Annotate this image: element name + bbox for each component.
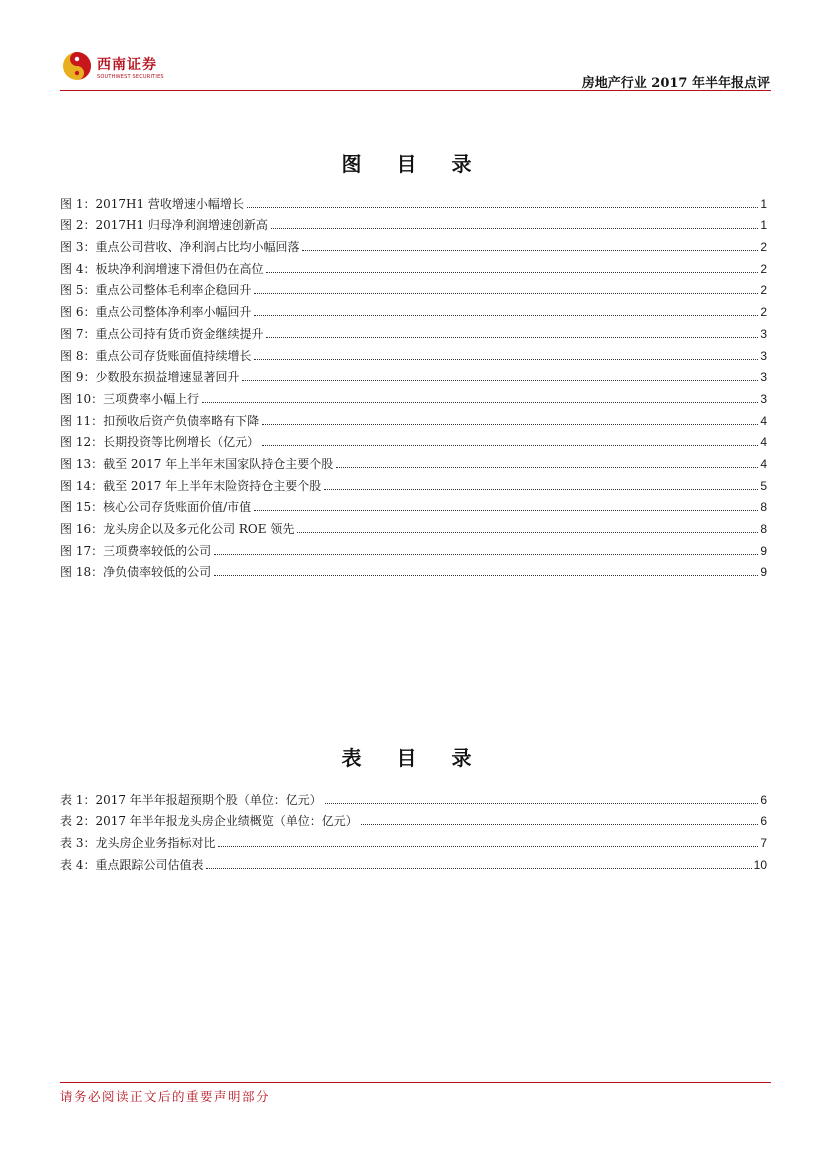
figure-toc-entry-page-number: 4 bbox=[760, 413, 767, 428]
figure-toc-entry-label: 图 1：2017H1 营收增速小幅增长 bbox=[60, 196, 244, 211]
logo-english-name: SOUTHWEST SECURITIES bbox=[97, 74, 164, 80]
figure-toc-entry-label: 图 3：重点公司营收、净利润占比均小幅回落 bbox=[60, 240, 300, 255]
table-toc-entry-label: 表 3：龙头房企业务指标对比 bbox=[60, 836, 216, 851]
figure-toc-entry[interactable] bbox=[60, 493, 767, 515]
figure-toc-entry-page-number: 3 bbox=[760, 391, 767, 406]
page-header bbox=[60, 48, 770, 92]
figure-toc-entry-label: 图 13：截至 2017 年上半年末国家队持仓主要个股 bbox=[60, 456, 334, 471]
table-toc-entry-page-number: 10 bbox=[753, 857, 767, 872]
dot-leader bbox=[254, 510, 758, 511]
dot-leader bbox=[206, 868, 751, 869]
figure-toc-entry-page-number: 4 bbox=[760, 435, 767, 450]
dot-leader bbox=[202, 402, 758, 403]
figure-toc-entry-page-number: 9 bbox=[760, 543, 767, 558]
figure-toc-entry-page-number: 9 bbox=[760, 565, 767, 580]
figure-toc-entry[interactable] bbox=[60, 428, 767, 450]
dot-leader bbox=[262, 424, 758, 425]
figure-toc-entry-label: 图 11：扣预收后资产负债率略有下降 bbox=[60, 413, 260, 428]
dot-leader bbox=[271, 228, 758, 229]
dot-leader bbox=[266, 337, 758, 338]
figure-toc-entry-label: 图 17：三项费率较低的公司 bbox=[60, 543, 212, 558]
figure-toc-entry[interactable] bbox=[60, 276, 767, 298]
figure-toc-entry[interactable] bbox=[60, 536, 767, 558]
figure-toc-entry-label: 图 18：净负债率较低的公司 bbox=[60, 565, 212, 580]
figure-toc-entry-label: 图 16：龙头房企以及多元化公司 ROE 领先 bbox=[60, 522, 295, 536]
figure-toc-entry-page-number: 8 bbox=[760, 500, 767, 515]
figure-toc-entry-page-number: 3 bbox=[760, 370, 767, 385]
table-toc-entry-page-number: 6 bbox=[760, 792, 767, 807]
figure-toc-entry[interactable] bbox=[60, 471, 767, 493]
figure-toc-entry-page-number: 1 bbox=[760, 196, 767, 211]
figure-toc-entry[interactable] bbox=[60, 558, 767, 580]
tables-index-list bbox=[60, 785, 767, 872]
figure-toc-entry-page-number: 3 bbox=[760, 348, 767, 363]
dot-leader bbox=[254, 293, 758, 294]
figure-toc-entry[interactable] bbox=[60, 363, 767, 385]
figure-toc-entry-page-number: 2 bbox=[760, 283, 767, 298]
figure-toc-entry-label: 图 4：板块净利润增速下滑但仍在高位 bbox=[60, 261, 264, 276]
disclaimer-notice: 请务必阅读正文后的重要声明部分 bbox=[60, 1089, 271, 1104]
table-toc-entry-label: 表 2：2017 年半年报龙头房企业绩概览（单位：亿元） bbox=[60, 814, 358, 829]
footer-divider bbox=[60, 1082, 771, 1083]
southwest-securities-logo-icon bbox=[62, 51, 92, 81]
figure-toc-entry-page-number: 2 bbox=[760, 305, 767, 320]
dot-leader bbox=[297, 532, 758, 533]
dot-leader bbox=[218, 846, 758, 847]
figure-toc-entry-label: 图 14：截至 2017 年上半年末险资持仓主要个股 bbox=[60, 478, 322, 493]
figure-toc-entry[interactable] bbox=[60, 319, 767, 341]
figure-toc-entry-label: 图 10：三项费率小幅上行 bbox=[60, 391, 200, 406]
header-divider bbox=[60, 90, 771, 91]
dot-leader bbox=[214, 575, 758, 576]
logo-chinese-name: 西南证券 bbox=[97, 57, 157, 73]
figure-toc-entry-page-number: 2 bbox=[760, 240, 767, 255]
dot-leader bbox=[242, 380, 758, 381]
report-title: 房地产行业 2017 年半年报点评 bbox=[581, 76, 770, 91]
figures-index-title: 图 目 录 bbox=[341, 152, 486, 176]
figure-toc-entry-label: 图 8：重点公司存货账面值持续增长 bbox=[60, 348, 252, 363]
figure-toc-entry[interactable] bbox=[60, 449, 767, 471]
dot-leader bbox=[336, 467, 758, 468]
figure-toc-entry-label: 图 5：重点公司整体毛利率企稳回升 bbox=[60, 283, 252, 298]
table-toc-entry-label: 表 4：重点跟踪公司估值表 bbox=[60, 857, 204, 872]
table-toc-entry-label: 表 1：2017 年半年报超预期个股（单位：亿元） bbox=[60, 792, 322, 807]
figure-toc-entry[interactable] bbox=[60, 384, 767, 406]
figure-toc-entry-label: 图 12：长期投资等比例增长（亿元） bbox=[60, 435, 260, 450]
figure-toc-entry-page-number: 4 bbox=[760, 456, 767, 471]
figure-toc-entry[interactable] bbox=[60, 254, 767, 276]
figure-toc-entry-label: 图 15：核心公司存货账面价值/市值 bbox=[60, 500, 252, 515]
dot-leader bbox=[324, 489, 758, 490]
figures-index-list bbox=[60, 189, 767, 579]
figure-toc-entry-label: 图 7：重点公司持有货币资金继续提升 bbox=[60, 326, 264, 341]
figure-toc-entry[interactable] bbox=[60, 189, 767, 211]
table-toc-entry-page-number: 7 bbox=[760, 836, 767, 851]
table-toc-entry[interactable] bbox=[60, 807, 767, 829]
figure-toc-entry[interactable] bbox=[60, 341, 767, 363]
dot-leader bbox=[302, 250, 758, 251]
figure-toc-entry[interactable] bbox=[60, 211, 767, 233]
figure-toc-entry[interactable] bbox=[60, 297, 767, 319]
figure-toc-entry-page-number: 5 bbox=[760, 478, 767, 493]
figure-toc-entry-page-number: 3 bbox=[760, 326, 767, 341]
table-toc-entry-page-number: 6 bbox=[760, 814, 767, 829]
figure-toc-entry-label: 图 9：少数股东损益增速显著回升 bbox=[60, 370, 240, 385]
figure-toc-entry[interactable] bbox=[60, 232, 767, 254]
figure-toc-entry-page-number: 8 bbox=[760, 522, 767, 536]
tables-index-title: 表 目 录 bbox=[341, 746, 486, 770]
company-logo bbox=[60, 48, 180, 88]
figure-toc-entry-page-number: 1 bbox=[760, 218, 767, 233]
figure-toc-entry-label: 图 2：2017H1 归母净利润增速创新高 bbox=[60, 218, 268, 233]
figure-toc-entry-label: 图 6：重点公司整体净利率小幅回升 bbox=[60, 305, 252, 320]
dot-leader bbox=[254, 315, 758, 316]
table-toc-entry[interactable] bbox=[60, 828, 767, 850]
figure-toc-entry[interactable] bbox=[60, 406, 767, 428]
dot-leader bbox=[262, 445, 758, 446]
figure-toc-entry-page-number: 2 bbox=[760, 261, 767, 276]
dot-leader bbox=[325, 803, 759, 804]
dot-leader bbox=[266, 272, 758, 273]
dot-leader bbox=[247, 207, 758, 208]
table-toc-entry[interactable] bbox=[60, 785, 767, 807]
dot-leader bbox=[361, 824, 759, 825]
dot-leader bbox=[214, 554, 758, 555]
table-toc-entry[interactable] bbox=[60, 850, 767, 872]
figure-toc-entry[interactable] bbox=[60, 514, 767, 536]
dot-leader bbox=[254, 359, 758, 360]
